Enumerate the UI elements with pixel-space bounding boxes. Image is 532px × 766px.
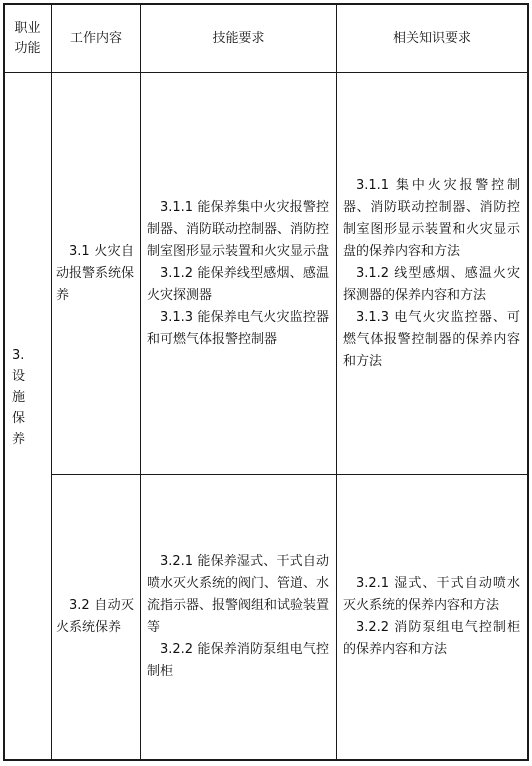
knowledge-cell [343, 73, 520, 474]
skill-item: 3.1.2 能保养线型感烟、感温火灾探测器 [147, 265, 329, 303]
knowledge-item: 3.1.2 线型感烟、感温火灾探测器的保养内容和方法 [343, 265, 520, 303]
skill-item: 3.1.1 能保养集中火灾报警控制器、消防联动控制器、消防控制室图形显示装置和火灾显示盘 [147, 199, 330, 259]
skills-cell [147, 475, 329, 759]
work-cell [56, 73, 134, 474]
skills-cell [147, 73, 329, 474]
work-text: 3.1 火灾自动报警系统保养 [56, 243, 135, 303]
table-border-bottom [3, 759, 529, 761]
column-divider-1 [51, 3, 52, 761]
knowledge-item: 3.2.2 消防泵组电气控制柜的保养内容和方法 [343, 620, 520, 657]
knowledge-item: 3.1.3 电气火灾监控器、可燃气体报警控制器的保养内容和方法 [343, 309, 520, 369]
table-border-right [527, 3, 529, 761]
function-cell: 3. 设 施 保 养 [12, 348, 26, 447]
table-border-left [3, 3, 5, 761]
skill-item: 3.2.1 能保养湿式、干式自动喷水灭火系统的阀门、管道、水流指示器、报警阀组和试验装置等 [147, 554, 330, 635]
header-work-content: 工作内容 [69, 30, 122, 46]
skill-item: 3.1.3 能保养电气火灾监控器和可燃气体报警控制器 [147, 309, 329, 347]
column-divider-3 [336, 3, 337, 761]
knowledge-cell [343, 475, 520, 759]
header-function: 职业 功能 [14, 20, 41, 56]
column-divider-2 [140, 3, 141, 761]
work-text: 3.2 自动灭火系统保养 [56, 598, 134, 635]
header-knowledge-requirements: 相关知识要求 [392, 30, 471, 46]
skill-item: 3.2.2 能保养消防泵组电气控制柜 [147, 642, 329, 679]
knowledge-item: 3.1.1 集中火灾报警控制器、消防联动控制器、消防控制室图形显示装置和火灾显示盘的保养内容和方法 [343, 177, 520, 259]
header-skill-requirements: 技能要求 [212, 30, 265, 46]
work-cell [56, 475, 134, 759]
knowledge-item: 3.2.1 湿式、干式自动喷水灭火系统的保养内容和方法 [343, 576, 520, 613]
